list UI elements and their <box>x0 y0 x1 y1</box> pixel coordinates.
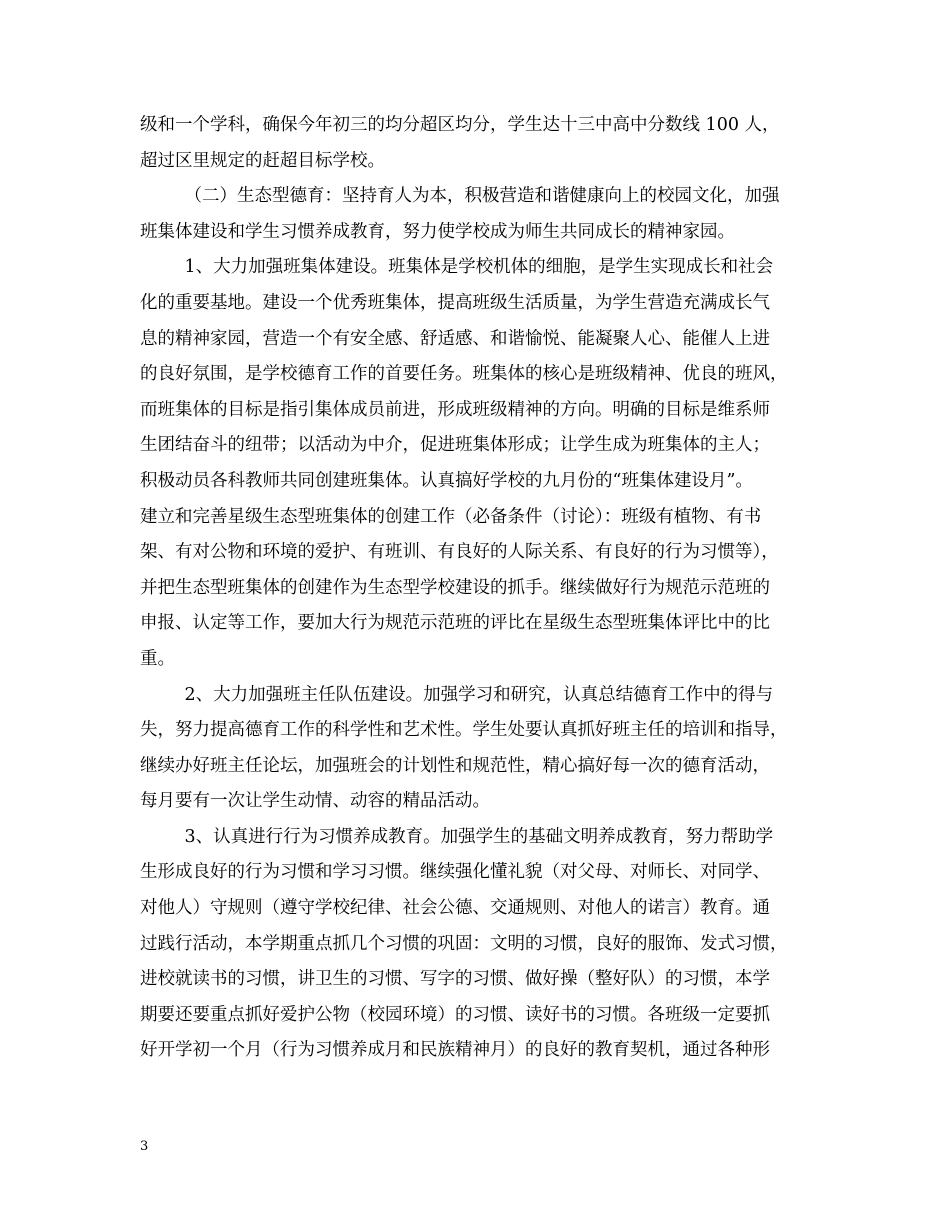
text-line: 架、有对公物和环境的爱护、有班训、有良好的人际关系、有良好的行为习惯等）， <box>140 542 779 563</box>
text-line: 的良好氛围，是学校德育工作的首要任务。班集体的核心是班级精神、优良的班风， <box>140 364 788 385</box>
text-line: 化的重要基地。建设一个优秀班集体，提高班级生活质量，为学生营造充满成长气 <box>140 292 770 313</box>
text-line: 申报、认定等工作，要加大行为规范示范班的评比在星级生态型班集体评比中的比 <box>140 613 770 634</box>
text-line: 2、大力加强班主任队伍建设。加强学习和研究，认真总结德育工作中的得与 <box>140 684 774 705</box>
text-line: 对他人）守规则（遵守学校纪律、社会公德、交通规则、对他人的诺言）教育。通 <box>140 898 770 919</box>
text-line: 建立和完善星级生态型班集体的创建工作（必备条件（讨论）：班级有植物、有书 <box>140 506 762 527</box>
page-number: 3 <box>140 1139 149 1154</box>
text-line: 生团结奋斗的纽带；以活动为中介，促进班集体形成；让学生成为班集体的主人； <box>140 435 770 456</box>
text-line: 级和一个学科，确保今年初三的均分超区均分，学生达十三中高中分数线 100 人， <box>140 115 780 135</box>
text-line: 好开学初一个月（行为习惯养成月和民族精神月）的良好的教育契机，通过各种形 <box>140 1040 770 1061</box>
text-line: 生形成良好的行为习惯和学习习惯。继续强化懂礼貌（对父母、对师长、对同学、 <box>140 862 770 883</box>
text-line: 重。 <box>140 648 175 669</box>
text-line: 3、认真进行行为习惯养成教育。加强学生的基础文明养成教育，努力帮助学 <box>140 826 774 847</box>
text-line: 超过区里规定的赶超目标学校。 <box>140 150 385 171</box>
text-line: 每月要有一次让学生动情、动容的精品活动。 <box>140 791 490 812</box>
text-line: 失，努力提高德育工作的科学性和艺术性。学生处要认真抓好班主任的培训和指导， <box>140 720 788 741</box>
text-line: 过践行活动，本学期重点抓几个习惯的巩固：文明的习惯，良好的服饰、发式习惯， <box>140 933 788 954</box>
text-line: （二）生态型德育：坚持育人为本，积极营造和谐健康向上的校园文化，加强 <box>140 186 780 207</box>
text-line: 期要还要重点抓好爱护公物（校园环境）的习惯、读好书的习惯。各班级一定要抓 <box>140 1004 770 1025</box>
text-line: 进校就读书的习惯，讲卫生的习惯、写字的习惯、做好操（整好队）的习惯，本学 <box>140 969 770 990</box>
text-line: 息的精神家园，营造一个有安全感、舒适感、和谐愉悦、能凝聚人心、能催人上进 <box>140 328 770 349</box>
text-line: 1、大力加强班集体建设。班集体是学校机体的细胞，是学生实现成长和社会 <box>140 257 774 278</box>
text-line: 并把生态型班集体的创建作为生态型学校建设的抓手。继续做好行为规范示范班的 <box>140 577 770 598</box>
text-line: 积极动员各科教师共同创建班集体。认真搞好学校的九月份的“班集体建设月”。 <box>140 470 753 491</box>
text-line: 班集体建设和学生习惯养成教育，努力使学校成为师生共同成长的精神家园。 <box>140 221 735 242</box>
body-text <box>140 114 810 1075</box>
text-line: 而班集体的目标是指引集体成员前进，形成班级精神的方向。明确的目标是维系师 <box>140 399 770 420</box>
text-line: 继续办好班主任论坛，加强班会的计划性和规范性，精心搞好每一次的德育活动， <box>140 755 770 776</box>
